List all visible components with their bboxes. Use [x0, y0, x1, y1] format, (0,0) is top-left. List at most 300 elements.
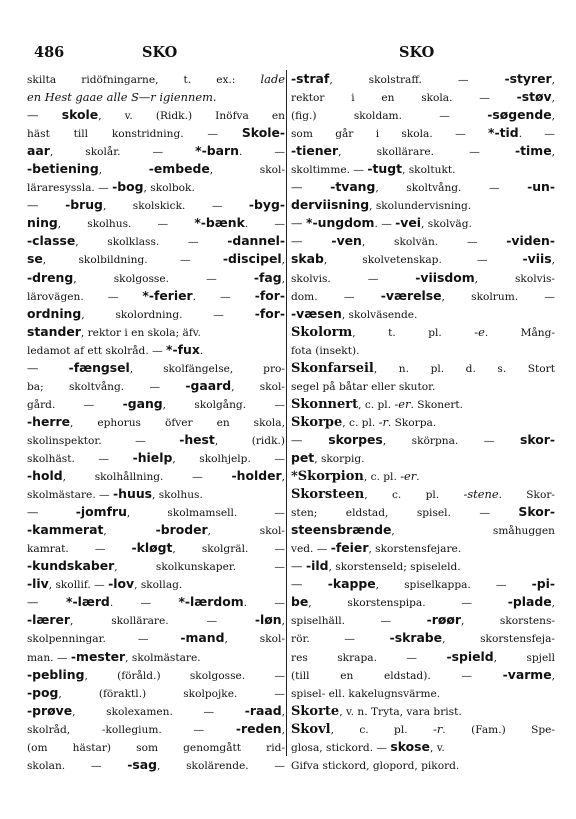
definition-text: , c. pl. — [330, 723, 433, 736]
left-column-line — [27, 503, 285, 521]
definition-text: man. — — [27, 651, 71, 664]
definition-text: , skörpna. — — [382, 434, 520, 447]
definition-text: -r — [378, 414, 388, 429]
headword: skab — [291, 251, 324, 267]
headword: Skonfarseil — [291, 360, 374, 376]
definition-text: . — — [192, 290, 255, 303]
headword: *-lærd — [65, 594, 110, 610]
headword: -hielp — [132, 449, 173, 465]
left-column-line — [27, 756, 285, 774]
definition-text: -e — [474, 324, 485, 339]
definition-text: . — — [244, 218, 285, 231]
definition-text: , skorstenseld; spiseleld. — [328, 561, 461, 574]
right-column-line — [291, 593, 555, 611]
definition-text: . (Fam.) Spe- — [442, 723, 555, 736]
left-column-line — [27, 178, 285, 196]
definition-text: , — [281, 272, 285, 285]
left-column-line — [27, 539, 285, 557]
definition-text: skolan. — — [27, 759, 128, 772]
definition-text: , skolordning. — — [81, 308, 255, 321]
right-column-line — [291, 395, 555, 413]
headword: -gang — [122, 395, 163, 411]
definition-text: , skol- — [207, 525, 285, 538]
headword: Skorte — [291, 703, 340, 719]
left-column-line — [27, 666, 285, 684]
definition-text: , spiselkappa. — — [375, 579, 532, 592]
definition-text: , skolgräl. — — [172, 543, 285, 556]
headword: *-lærdom — [178, 594, 244, 610]
left-column-line — [27, 648, 285, 666]
headword: -spield — [446, 648, 494, 664]
definition-text: , skorstenspipa. — — [308, 597, 508, 610]
definition-text: , skolhållning. — — [62, 471, 232, 484]
definition-text: ved. — — [291, 543, 331, 556]
right-column-line — [291, 160, 555, 178]
headword: -reden — [235, 720, 282, 736]
left-column-line — [27, 323, 285, 341]
headword: -kløgt — [131, 540, 173, 556]
headword: skole — [61, 107, 99, 123]
headword: -herre — [27, 413, 70, 429]
definition-text: . — [416, 471, 420, 484]
left-column-line — [27, 305, 285, 323]
definition-text: . — [199, 344, 204, 357]
definition-text: , ephorus öfver en skola, — [70, 416, 285, 429]
headword: -røør — [426, 612, 462, 628]
left-column-line — [27, 196, 285, 214]
definition-text: , — [551, 146, 555, 159]
headword: derviisning — [291, 197, 370, 213]
right-column-line — [291, 70, 555, 88]
definition-text: , c. pl. — [363, 471, 401, 484]
headword: *-bænk — [194, 215, 245, 231]
headword: -fag — [253, 269, 282, 285]
left-column-line — [27, 395, 285, 413]
definition-text: spisel- ell. kakelugnsvärme. — [291, 687, 441, 700]
left-column-line — [27, 575, 285, 593]
right-column-line — [291, 124, 555, 142]
headword: *-tid — [488, 125, 519, 141]
right-column-line — [291, 539, 555, 557]
definition-text: , skolvetenskap. — — [323, 254, 523, 267]
definition-text: , skolår. — — [49, 146, 196, 159]
headword: -sag — [127, 756, 157, 772]
definition-text: , skorstensfeja- — [442, 633, 555, 646]
definition-text: , skolundervisning. — [369, 200, 472, 213]
right-column-line — [291, 720, 555, 738]
definition-text: — — [291, 180, 331, 195]
left-column-line — [27, 70, 285, 88]
headword: -for- — [254, 305, 285, 321]
right-column-line — [291, 684, 555, 702]
definition-text: , skolhus. — [152, 489, 203, 502]
definition-text: , skolskick. — — [102, 200, 249, 213]
headword: -vei — [395, 215, 422, 231]
column-divider — [286, 70, 287, 756]
definition-text: , skolmästare. — [125, 651, 201, 664]
right-column-line — [291, 305, 555, 323]
definition-text: skolråd, -kollegium. — — [27, 723, 236, 736]
definition-text: kamrat. — — [27, 543, 132, 556]
headword: -byg- — [248, 197, 285, 213]
right-column-line — [291, 449, 555, 467]
headword: -feier — [330, 540, 369, 556]
headword: *-fux — [166, 341, 200, 357]
definition-text: , skolexamen. — — [72, 705, 245, 718]
headword: be — [291, 594, 309, 610]
definition-text: -r — [433, 721, 443, 736]
right-column-line — [291, 521, 555, 539]
headword: -søgende — [487, 107, 552, 123]
definition-text: (om hästar) som genomgått rid- — [27, 741, 285, 754]
definition-text: , — [281, 705, 285, 718]
definition-text: rör. — — [291, 633, 390, 646]
definition-text: gård. — — [27, 398, 123, 411]
right-column-line — [291, 467, 555, 485]
page-number: 486 — [34, 44, 65, 61]
definition-text: , — [281, 615, 285, 628]
headword: Skorsteen — [291, 487, 365, 503]
headword: ordning — [27, 305, 82, 321]
headword: -viden- — [506, 233, 555, 249]
right-column-line — [291, 214, 555, 232]
definition-text: , — [103, 525, 156, 538]
left-column-line — [27, 341, 285, 359]
headword: -løn — [254, 612, 282, 628]
definition-text: , — [551, 110, 555, 123]
left-column-line — [27, 232, 285, 250]
definition-text: , skollif. — — [48, 579, 109, 592]
headword: -discipel — [222, 251, 282, 267]
headword: Skolorm — [291, 324, 353, 340]
headword: -ven — [331, 233, 362, 249]
definition-text: , — [551, 669, 555, 682]
definition-text: , skollärare. — — [70, 615, 255, 628]
right-column-line — [291, 557, 555, 575]
left-column-line — [27, 359, 285, 377]
headword: -gaard — [185, 377, 232, 393]
left-column-line — [27, 214, 285, 232]
headword: -tiener — [291, 143, 339, 159]
right-column-line — [291, 738, 555, 756]
right-column-line — [291, 341, 555, 359]
headword: -broder — [155, 522, 208, 538]
left-column-line — [27, 702, 285, 720]
headword: skorpes — [328, 431, 383, 447]
headword: Skorpe — [291, 414, 343, 430]
left-column — [27, 70, 285, 774]
definition-text: , skolkunskaper. — — [114, 561, 285, 574]
right-column-line — [291, 196, 555, 214]
headword: -pebling — [27, 666, 85, 682]
definition-text: sten; eldstad, spisel. — — [291, 507, 519, 520]
definition-text: , skolstraff. — — [329, 74, 505, 86]
headword: steensbrænde — [291, 522, 392, 538]
definition-text: , c. pl. — [342, 416, 379, 429]
definition-text: , skolfängelse, pro- — [129, 362, 285, 375]
right-column-line — [291, 611, 555, 629]
right-column-line — [291, 629, 555, 647]
headword: -holder — [231, 468, 282, 484]
definition-text: skoltimme. — — [291, 164, 368, 177]
headword: -huus — [113, 486, 153, 502]
definition-text: , skoltvång. — — [375, 182, 528, 195]
definition-text: läraresyssla. — — [27, 182, 113, 195]
left-column-line — [27, 142, 285, 160]
definition-text: skolhäst. — — [27, 452, 133, 465]
definition-text: . — — [238, 146, 285, 159]
right-running-head: SKO — [399, 44, 435, 61]
definition-text: glosa, stickord. — — [291, 741, 391, 754]
definition-text: , skollag. — [134, 579, 183, 592]
headword: -mand — [180, 630, 225, 646]
headword: *-ungdom — [306, 215, 375, 231]
headword: -kammerat — [27, 522, 104, 538]
right-column-line — [291, 359, 555, 377]
headword: -mester — [70, 648, 126, 664]
headword: -lov — [108, 576, 135, 592]
headword: -varme — [502, 666, 552, 682]
definition-text: , skolärende. — — [157, 759, 285, 772]
definition-text: , skolbildning. — — [42, 254, 223, 267]
headword: -plade — [507, 594, 552, 610]
left-column-line — [27, 485, 285, 503]
definition-text: , skolvis- — [474, 272, 555, 285]
definition-text: , — [98, 164, 149, 177]
headword: -raad — [244, 702, 282, 718]
definition-text: skolpenningar. — — [27, 633, 181, 646]
definition-text: , skol- — [231, 380, 285, 393]
definition-text: , — [551, 597, 555, 610]
definition-text: — — [291, 216, 307, 231]
headword: -brug — [65, 197, 103, 213]
definition-text: , skorstensfejare. — [368, 543, 462, 556]
definition-text: , n. pl. d. s. Stort — [373, 362, 555, 375]
definition-text: , skolklass. — — [75, 236, 228, 249]
headword: ning — [27, 215, 58, 231]
right-column-line — [291, 250, 555, 268]
right-column-line — [291, 142, 555, 160]
left-column-line — [27, 413, 285, 431]
definition-text: -stene — [463, 487, 499, 502]
definition-text: , t. pl. — [352, 326, 475, 339]
headword: Skonnert — [291, 396, 359, 412]
headword: aar — [27, 143, 50, 159]
headword: pet — [291, 449, 315, 465]
definition-text: ledamot af ett skolråd. — — [27, 344, 167, 357]
left-column-line — [27, 738, 285, 756]
definition-text: , skolväsende. — [341, 308, 418, 321]
definition-text: , skol- — [224, 633, 285, 646]
definition-text: , skolhus. — — [57, 218, 195, 231]
left-column-line — [27, 521, 285, 539]
definition-text: , v. n. Tryta, vara brist. — [339, 705, 462, 718]
left-column-line — [27, 106, 285, 124]
definition-text: . Skonert. — [410, 398, 464, 411]
definition-text: skolinspektor. — — [27, 434, 180, 447]
definition-text: fota (insekt). — [291, 344, 360, 357]
definition-text: , småhuggen — [391, 525, 555, 538]
definition-text: en Hest gaae alle S—r igiennem. — [27, 90, 217, 105]
definition-text: — — [27, 595, 66, 610]
definition-text: — — [291, 559, 307, 574]
definition-text: — — [291, 577, 328, 592]
right-column-line — [291, 178, 555, 196]
headword: -styrer — [504, 71, 552, 86]
definition-text: skolvis. — — [291, 272, 416, 285]
definition-text: , skorstens- — [461, 615, 555, 628]
left-column-line — [27, 629, 285, 647]
definition-text: , v. — [429, 741, 445, 754]
left-column-line — [27, 593, 285, 611]
headword: -lærer — [27, 612, 70, 628]
left-running-head: SKO — [142, 44, 178, 61]
definition-text: skolmästare. — — [27, 489, 114, 502]
headword: Skor- — [518, 504, 555, 520]
definition-text: lade — [260, 72, 285, 86]
headword: Skovl — [291, 721, 331, 737]
definition-text: — — [27, 505, 76, 520]
definition-text: , skorpig. — [314, 452, 365, 465]
left-column-line — [27, 269, 285, 287]
definition-text: , skolvän. — — [361, 236, 507, 249]
definition-text: , skolhjelp. — — [172, 452, 285, 465]
headword: -kappe — [327, 576, 376, 592]
definition-text: spiselhäll. — — [291, 615, 427, 628]
definition-text: , c. pl. — [358, 398, 395, 411]
definition-text: — — [27, 108, 62, 123]
headword: -classe — [27, 233, 76, 249]
headword: -time — [514, 143, 552, 159]
headword: Skole- — [241, 125, 285, 141]
headword: -fængsel — [68, 359, 130, 375]
definition-text: , skolrum. — — [441, 290, 555, 303]
definition-text: — — [291, 432, 329, 447]
definition-text: skilta ridöfningarne, t. ex.: — [27, 74, 261, 86]
left-column-line — [27, 684, 285, 702]
definition-text: , (föråld.) skolgosse. — — [84, 669, 285, 682]
headword: -prøve — [27, 702, 73, 718]
headword: stander — [27, 323, 81, 339]
headword: -dannel- — [227, 233, 285, 249]
left-column-line — [27, 287, 285, 305]
definition-text: . — — [374, 218, 396, 231]
right-column-line — [291, 106, 555, 124]
definition-text: , skolmamsell. — — [126, 507, 285, 520]
definition-text: -er — [400, 469, 417, 484]
definition-text: , v. (Ridk.) Inöfva en — [98, 110, 285, 123]
headword: -liv — [27, 576, 49, 592]
definition-text: lärovägen. — — [27, 290, 143, 303]
left-column-line — [27, 557, 285, 575]
headword: *-barn — [195, 143, 239, 159]
definition-text: , skolväg. — [421, 218, 472, 231]
definition-text: häst till konstridning. — — [27, 128, 242, 141]
definition-text: , skol- — [209, 164, 285, 177]
definition-text: som går i skola. — — [291, 128, 489, 141]
headword: -viisdom — [415, 269, 475, 285]
right-column-line — [291, 503, 555, 521]
definition-text: , skoltukt. — [402, 164, 456, 177]
right-column-line — [291, 702, 555, 720]
definition-text: , skollärare. — — [338, 146, 515, 159]
definition-text: . Mång- — [484, 326, 555, 339]
definition-text: , — [551, 74, 555, 86]
right-column-line — [291, 431, 555, 449]
left-column-line — [27, 124, 285, 142]
left-column-line — [27, 377, 285, 395]
headword: -værelse — [380, 287, 442, 303]
right-column — [291, 70, 555, 774]
definition-text: , (föraktl.) skolpojke. — — [58, 687, 285, 700]
headword: -tugt — [367, 161, 403, 177]
headword: -betiening — [27, 161, 99, 177]
definition-text: , — [281, 254, 285, 267]
definition-text: (till en eldstad). — — [291, 669, 503, 682]
headword: -ild — [306, 558, 329, 574]
headword: se — [27, 251, 43, 267]
left-column-line — [27, 250, 285, 268]
definition-text: ba; skoltvång. — — [27, 380, 186, 393]
right-column-line — [291, 287, 555, 305]
left-column-line — [27, 720, 285, 738]
definition-text: , rektor i en skola; äfv. — [80, 326, 201, 339]
headword: -bog — [112, 179, 144, 195]
right-column-line — [291, 756, 555, 774]
definition-text: segel på båtar eller skutor. — [291, 380, 436, 393]
definition-text: . — — [109, 597, 179, 610]
headword: -dreng — [27, 269, 74, 285]
definition-text: , skolbok. — [143, 182, 195, 195]
headword: -straf — [291, 71, 330, 86]
headword: -embede — [148, 161, 210, 177]
definition-text: -er — [394, 396, 411, 411]
definition-text: , c. pl. — [364, 489, 464, 502]
definition-text: (fig.) skoldam. — — [291, 110, 488, 123]
headword: *-ferier — [142, 287, 193, 303]
definition-text: , (ridk.) — [214, 434, 285, 447]
definition-text: dom. — — [291, 290, 381, 303]
left-column-line — [27, 431, 285, 449]
right-column-line — [291, 485, 555, 503]
right-column-line — [291, 648, 555, 666]
left-column-line — [27, 449, 285, 467]
headword: -jomfru — [75, 504, 127, 520]
definition-text: . Skorpa. — [387, 416, 437, 429]
headword: *Skorpion — [291, 469, 364, 485]
definition-text: — — [27, 198, 66, 213]
left-column-line — [27, 467, 285, 485]
right-column-line — [291, 232, 555, 250]
right-column-line — [291, 377, 555, 395]
right-column-line — [291, 323, 555, 341]
headword: -un- — [527, 179, 555, 195]
definition-text: Gifva stickord, glopord, pikord. — [291, 759, 460, 772]
headword: -viis — [522, 251, 552, 267]
definition-text: res skrapa. — — [291, 651, 447, 664]
headword: skor- — [519, 431, 555, 447]
right-column-line — [291, 269, 555, 287]
page-header — [0, 44, 576, 66]
headword: -støv — [516, 89, 552, 105]
right-column-line — [291, 575, 555, 593]
right-column-line — [291, 666, 555, 684]
left-column-line — [27, 88, 285, 106]
definition-text: rektor i en skola. — — [291, 92, 517, 105]
right-column-line — [291, 88, 555, 106]
definition-text: , — [551, 254, 555, 267]
definition-text: . — — [518, 128, 555, 141]
